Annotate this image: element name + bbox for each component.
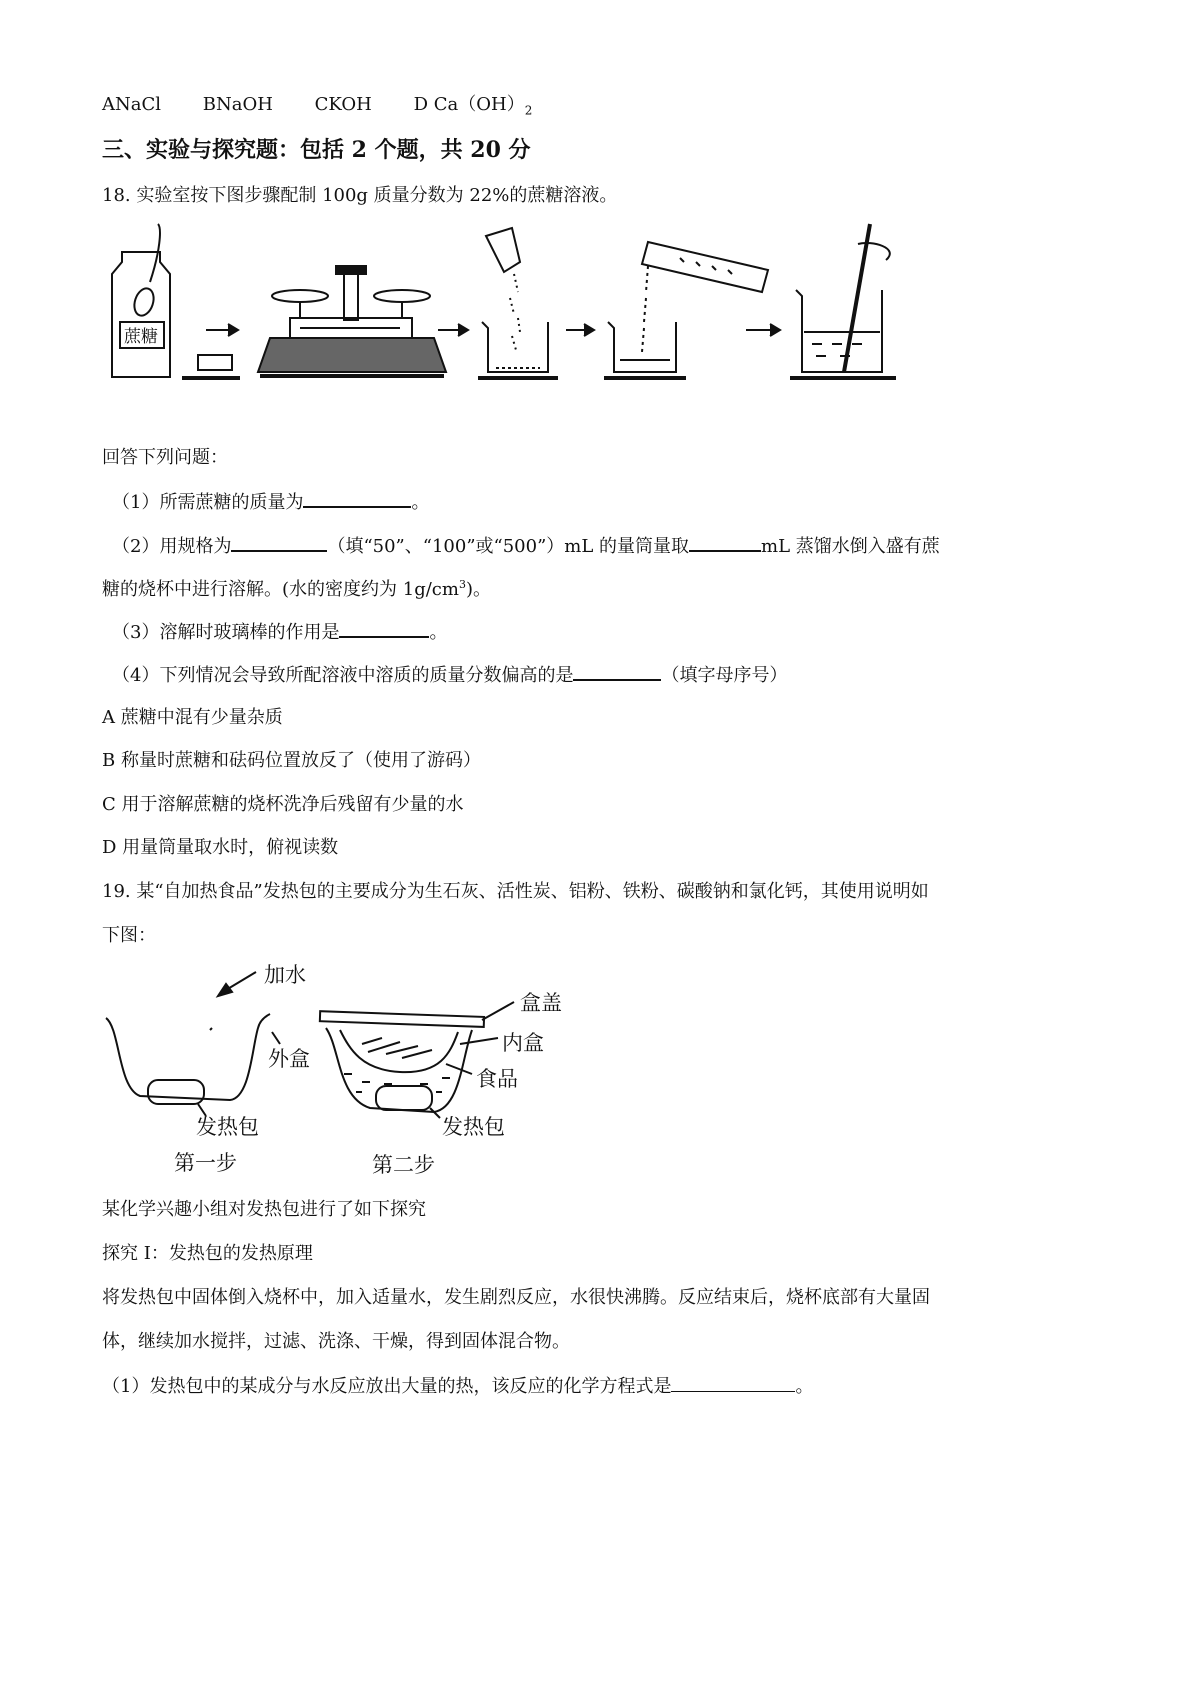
q18-part2-blank-1 (231, 534, 327, 552)
q18-part3 (112, 620, 447, 644)
inner-box-label: 内盒 (502, 1031, 544, 1055)
q18-part2-superscript: 3 (458, 578, 466, 591)
heat-pack-label-1: 发热包 (196, 1115, 259, 1139)
q18-part3-blank (339, 620, 429, 638)
q18-part1-blank (303, 490, 411, 508)
step1-outer-box (106, 972, 280, 1116)
q19-paragraph-line2: 体，继续加水搅拌，过滤、洗涤、干燥，得到固体混合物。 (102, 1331, 570, 1352)
food-label: 食品 (476, 1067, 518, 1091)
choice-b: BNaOH (202, 94, 273, 115)
balance-scale (258, 266, 446, 376)
choice-d-subscript: 2 (524, 103, 533, 118)
solution-prep-figure (100, 222, 920, 392)
arrow-3-icon (566, 324, 594, 336)
arrow-2-icon (438, 324, 468, 336)
choice-c: CKOH (314, 94, 372, 115)
arrow-1-icon (206, 324, 238, 336)
q18-part2 (112, 534, 940, 558)
section-heading: 三、实验与探究题：包括 2 个题，共 20 分 (102, 137, 531, 163)
q18-option-a: A 蔗糖中混有少量杂质 (102, 707, 283, 728)
lid-label: 盒盖 (520, 991, 562, 1015)
choice-a: ANaCl (102, 94, 162, 115)
q19-part1-text: （1）发热包中的某成分与水反应放出大量的热，该反应的化学方程式是 (102, 1376, 672, 1397)
q18-stem: 18. 实验室按下图步骤配制 100g 质量分数为 22%的蔗糖溶液。 (102, 185, 618, 206)
choices-row (102, 94, 568, 118)
reagent-bottle (112, 224, 170, 377)
q18-part1-end: 。 (411, 492, 430, 513)
outer-box-label: 外盒 (268, 1047, 310, 1071)
q18-part2-line2-text: 糖的烧杯中进行溶解。(水的密度约为 1g/cm (102, 579, 459, 600)
step2-assembly (320, 1002, 514, 1118)
q18-option-c: C 用于溶解蔗糖的烧杯洗净后残留有少量的水 (102, 794, 464, 815)
heat-pack-label-2: 发热包 (442, 1115, 505, 1139)
add-water-label: 加水 (264, 963, 306, 987)
q18-answer-prompt: 回答下列问题： (102, 447, 228, 468)
q19-part1-end: 。 (795, 1376, 814, 1397)
q19-stem-line1: 19. 某“自加热食品”发热包的主要成分为生石灰、活性炭、铝粉、铁粉、碳酸钠和氯化钙，其使用说明如 (102, 881, 929, 902)
step1-label: 第一步 (174, 1151, 237, 1175)
q18-part2-text-a: （2）用规格为 (112, 536, 232, 557)
q18-part2-line2 (102, 578, 491, 601)
q18-option-d: D 用量筒量取水时，俯视读数 (102, 837, 339, 858)
q18-option-b: B 称量时蔗糖和砝码位置放反了（使用了游码） (102, 750, 481, 771)
beaker-pouring-water (604, 242, 768, 378)
q18-part4 (112, 663, 787, 687)
q18-part2-text-b: （填“50”、“100”或“500”）mL 的量筒量取 (327, 536, 690, 557)
sugar-label: 蔗糖 (124, 327, 158, 347)
weight-block (198, 355, 232, 370)
q18-part2-text-c: mL 蒸馏水倒入盛有蔗 (761, 536, 940, 557)
choice-d-text: D Ca（OH） (413, 94, 525, 115)
q19-paragraph-line1: 将发热包中固体倒入烧杯中，加入适量水，发生剧烈反应，水很快沸腾。反应结束后，烧杯底部有大量固 (102, 1287, 930, 1308)
step2-label: 第二步 (372, 1153, 435, 1177)
choice-d (414, 94, 533, 118)
q18-part1 (112, 490, 429, 514)
q18-part4-end: （填字母序号） (661, 665, 788, 686)
q19-intro: 某化学兴趣小组对发热包进行了如下探究 (102, 1199, 426, 1220)
q18-part4-text: （4）下列情况会导致所配溶液中溶质的质量分数偏高的是 (112, 665, 574, 686)
q18-part1-text: （1）所需蔗糖的质量为 (112, 492, 304, 513)
q18-part3-end: 。 (429, 622, 448, 643)
q19-explore-title: 探究 I：发热包的发热原理 (102, 1243, 313, 1264)
arrow-4-icon (746, 324, 780, 336)
q19-part1-blank (671, 1375, 795, 1392)
q19-part1 (102, 1375, 813, 1398)
heating-pack-figure (100, 958, 580, 1188)
beaker-pouring-sugar (478, 228, 558, 378)
q18-part3-text: （3）溶解时玻璃棒的作用是 (112, 622, 340, 643)
q19-stem-line2: 下图： (102, 925, 156, 946)
beaker-stirring (790, 224, 896, 378)
q18-part2-blank-2 (689, 534, 761, 552)
q18-part2-line2-end: )。 (465, 579, 491, 600)
q18-part4-blank (573, 663, 661, 681)
